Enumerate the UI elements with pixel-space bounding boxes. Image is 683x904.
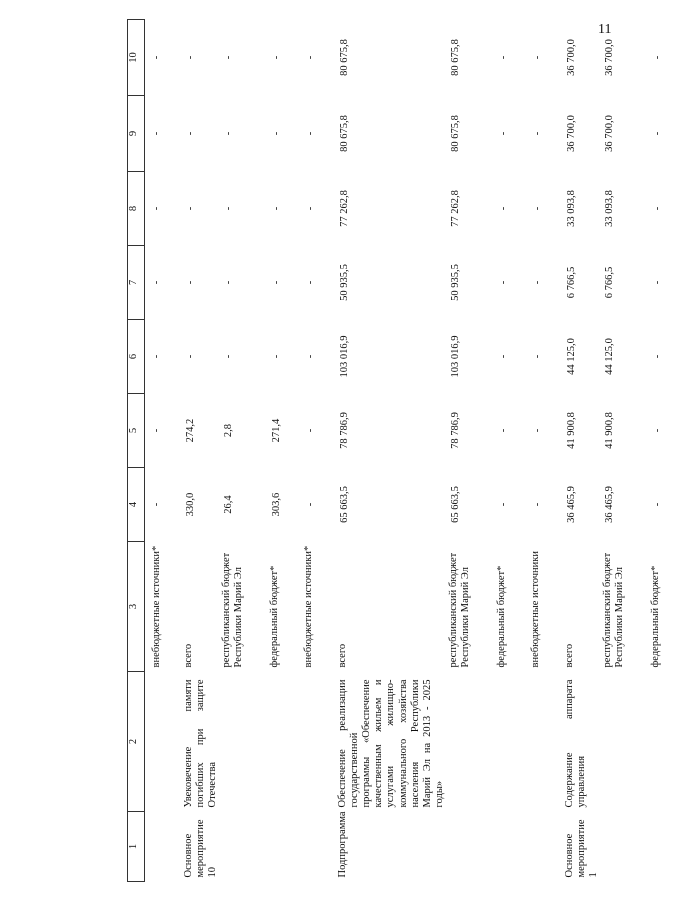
value-cell: - xyxy=(497,280,509,285)
funding-source-cell: федеральный бюджет* xyxy=(495,565,507,668)
program-title-cell: Увековечение памяти погибших при защите Отечества xyxy=(183,679,219,808)
financing-table xyxy=(127,19,683,882)
value-cell: 6 766,5 xyxy=(565,266,577,299)
funding-source-cell: республиканский бюджет Республики Марий Эл xyxy=(447,552,471,668)
value-cell: - xyxy=(651,131,663,136)
program-element-cell xyxy=(145,812,183,882)
value-cell: - xyxy=(305,131,317,136)
value-cell: 303,6 xyxy=(271,492,283,517)
value-cell: - xyxy=(651,280,663,285)
program-title-cell xyxy=(649,672,683,812)
value-cell: - xyxy=(305,280,317,285)
value-cell: 77 262,8 xyxy=(339,190,351,227)
program-element-cell: Подпрограмма xyxy=(337,811,349,878)
header-cell: 4 xyxy=(128,468,145,542)
header-row xyxy=(128,20,145,882)
value-cell: 41 900,8 xyxy=(565,412,577,449)
value-cell: 330,0 xyxy=(185,492,196,517)
value-cell: 274,2 xyxy=(185,418,196,443)
value-cell: - xyxy=(185,131,196,136)
program-element-cell xyxy=(649,812,683,882)
value-cell: - xyxy=(271,354,283,359)
value-cell: 65 663,5 xyxy=(449,486,461,523)
value-cell: - xyxy=(185,280,196,285)
value-cell: - xyxy=(223,55,235,60)
value-cell: 50 935,5 xyxy=(449,264,461,301)
value-cell: - xyxy=(151,280,162,285)
value-cell: 36 465,9 xyxy=(565,486,577,523)
funding-source-cell: всего xyxy=(563,643,575,668)
table-row xyxy=(268,20,302,882)
page-number: 11 xyxy=(598,22,612,37)
value-cell: - xyxy=(497,55,509,60)
header-cell: 1 xyxy=(128,812,145,882)
program-element-cell xyxy=(268,812,302,882)
table-row xyxy=(182,20,220,882)
funding-source-cell: внебюджетные источники xyxy=(529,550,541,668)
header-cell: 8 xyxy=(128,172,145,246)
program-title-cell xyxy=(601,672,649,812)
value-cell: - xyxy=(305,428,317,433)
value-cell: 33 093,8 xyxy=(603,190,615,227)
value-cell: - xyxy=(185,55,196,60)
table-row xyxy=(601,20,649,882)
value-cell: 103 016,9 xyxy=(339,335,351,378)
value-cell: 41 900,8 xyxy=(603,412,615,449)
value-cell: - xyxy=(185,354,196,359)
value-cell: - xyxy=(497,131,509,136)
program-element-cell xyxy=(601,812,649,882)
value-cell: 78 786,9 xyxy=(339,412,351,449)
value-cell: - xyxy=(151,131,162,136)
value-cell: - xyxy=(185,206,196,211)
value-cell: - xyxy=(271,131,283,136)
table-row xyxy=(529,20,563,882)
program-element-cell xyxy=(220,812,268,882)
table-row xyxy=(649,20,683,882)
table-row xyxy=(220,20,268,882)
value-cell: - xyxy=(151,354,162,359)
value-cell: 36 465,9 xyxy=(603,486,615,523)
value-cell: 6 766,5 xyxy=(603,266,615,299)
value-cell: - xyxy=(223,206,235,211)
funding-source-cell: республиканский бюджет Республики Марий Эл xyxy=(601,552,625,668)
value-cell: - xyxy=(497,206,509,211)
value-cell: 80 675,8 xyxy=(339,115,351,152)
table-row xyxy=(145,20,183,882)
value-cell: 80 675,8 xyxy=(339,39,351,76)
table-row xyxy=(495,20,529,882)
value-cell: - xyxy=(151,55,162,60)
value-cell: - xyxy=(651,55,663,60)
program-title-cell: Обеспечение реализации государственной программы «Обеспечение качественным жильем и услугами жилищно-коммунального хозяйства населения Республики Марий Эл на 2013 - 2025 годы» xyxy=(337,679,445,808)
header-cell: 7 xyxy=(128,246,145,320)
value-cell: - xyxy=(497,354,509,359)
value-cell: 2,8 xyxy=(223,423,235,438)
value-cell: - xyxy=(497,428,509,433)
value-cell: 44 125,0 xyxy=(603,338,615,375)
value-cell: - xyxy=(305,55,317,60)
value-cell: - xyxy=(223,354,235,359)
program-element-cell xyxy=(447,812,495,882)
value-cell: - xyxy=(305,206,317,211)
value-cell: - xyxy=(531,206,543,211)
program-element-cell xyxy=(495,812,529,882)
funding-source-cell: всего xyxy=(337,643,349,668)
program-title-cell: Содержание аппарата управления xyxy=(563,679,587,808)
funding-source-cell: республиканский бюджет Республики Марий Эл xyxy=(221,552,245,668)
value-cell: - xyxy=(497,502,509,507)
value-cell: - xyxy=(651,206,663,211)
program-title-cell xyxy=(268,672,302,812)
value-cell: - xyxy=(531,354,543,359)
funding-source-cell: внебюджетные источники* xyxy=(151,545,162,668)
value-cell: - xyxy=(271,280,283,285)
header-cell: 6 xyxy=(128,320,145,394)
value-cell: - xyxy=(223,280,235,285)
program-element-cell xyxy=(529,812,563,882)
value-cell: - xyxy=(151,206,162,211)
value-cell: 77 262,8 xyxy=(449,190,461,227)
table-row xyxy=(302,20,336,882)
value-cell: - xyxy=(151,502,162,507)
program-title-cell xyxy=(145,672,183,812)
program-title-cell xyxy=(220,672,268,812)
table-row xyxy=(563,20,601,882)
value-cell: - xyxy=(223,131,235,136)
value-cell: 36 700,0 xyxy=(603,115,615,152)
funding-source-cell: федеральный бюджет* xyxy=(649,565,661,668)
program-element-cell: Основное мероприятие 1 xyxy=(563,819,599,878)
value-cell: - xyxy=(531,280,543,285)
value-cell: - xyxy=(151,428,162,433)
header-cell: 10 xyxy=(128,20,145,96)
table-row xyxy=(336,20,447,882)
value-cell: - xyxy=(531,428,543,433)
value-cell: - xyxy=(651,502,663,507)
value-cell: - xyxy=(531,55,543,60)
value-cell: 33 093,8 xyxy=(565,190,577,227)
value-cell: 26,4 xyxy=(223,495,235,514)
program-title-cell xyxy=(447,672,495,812)
value-cell: - xyxy=(305,354,317,359)
program-title-cell xyxy=(302,672,336,812)
table-row xyxy=(447,20,495,882)
value-cell: - xyxy=(531,502,543,507)
value-cell: 36 700,0 xyxy=(565,115,577,152)
funding-source-cell: федеральный бюджет* xyxy=(269,565,281,668)
funding-source-cell: внебюджетные источники* xyxy=(303,545,315,668)
value-cell: 80 675,8 xyxy=(449,39,461,76)
value-cell: - xyxy=(271,206,283,211)
program-title-cell xyxy=(495,672,529,812)
value-cell: - xyxy=(651,354,663,359)
value-cell: - xyxy=(305,502,317,507)
program-title-cell xyxy=(529,672,563,812)
value-cell: - xyxy=(271,55,283,60)
header-cell: 5 xyxy=(128,394,145,468)
value-cell: 44 125,0 xyxy=(565,338,577,375)
funding-source-cell: всего xyxy=(183,643,194,668)
value-cell: 65 663,5 xyxy=(339,486,351,523)
value-cell: 103 016,9 xyxy=(449,335,461,378)
program-element-cell xyxy=(302,812,336,882)
value-cell: - xyxy=(651,428,663,433)
value-cell: - xyxy=(531,131,543,136)
value-cell: 36 700,0 xyxy=(603,39,615,76)
program-element-cell: Основное мероприятие 10 xyxy=(183,819,219,878)
header-cell: 9 xyxy=(128,96,145,172)
header-cell: 3 xyxy=(128,542,145,672)
value-cell: 50 935,5 xyxy=(339,264,351,301)
value-cell: 80 675,8 xyxy=(449,115,461,152)
value-cell: 78 786,9 xyxy=(449,412,461,449)
value-cell: 36 700,0 xyxy=(565,39,577,76)
header-cell: 2 xyxy=(128,672,145,812)
value-cell: 271,4 xyxy=(271,418,283,443)
